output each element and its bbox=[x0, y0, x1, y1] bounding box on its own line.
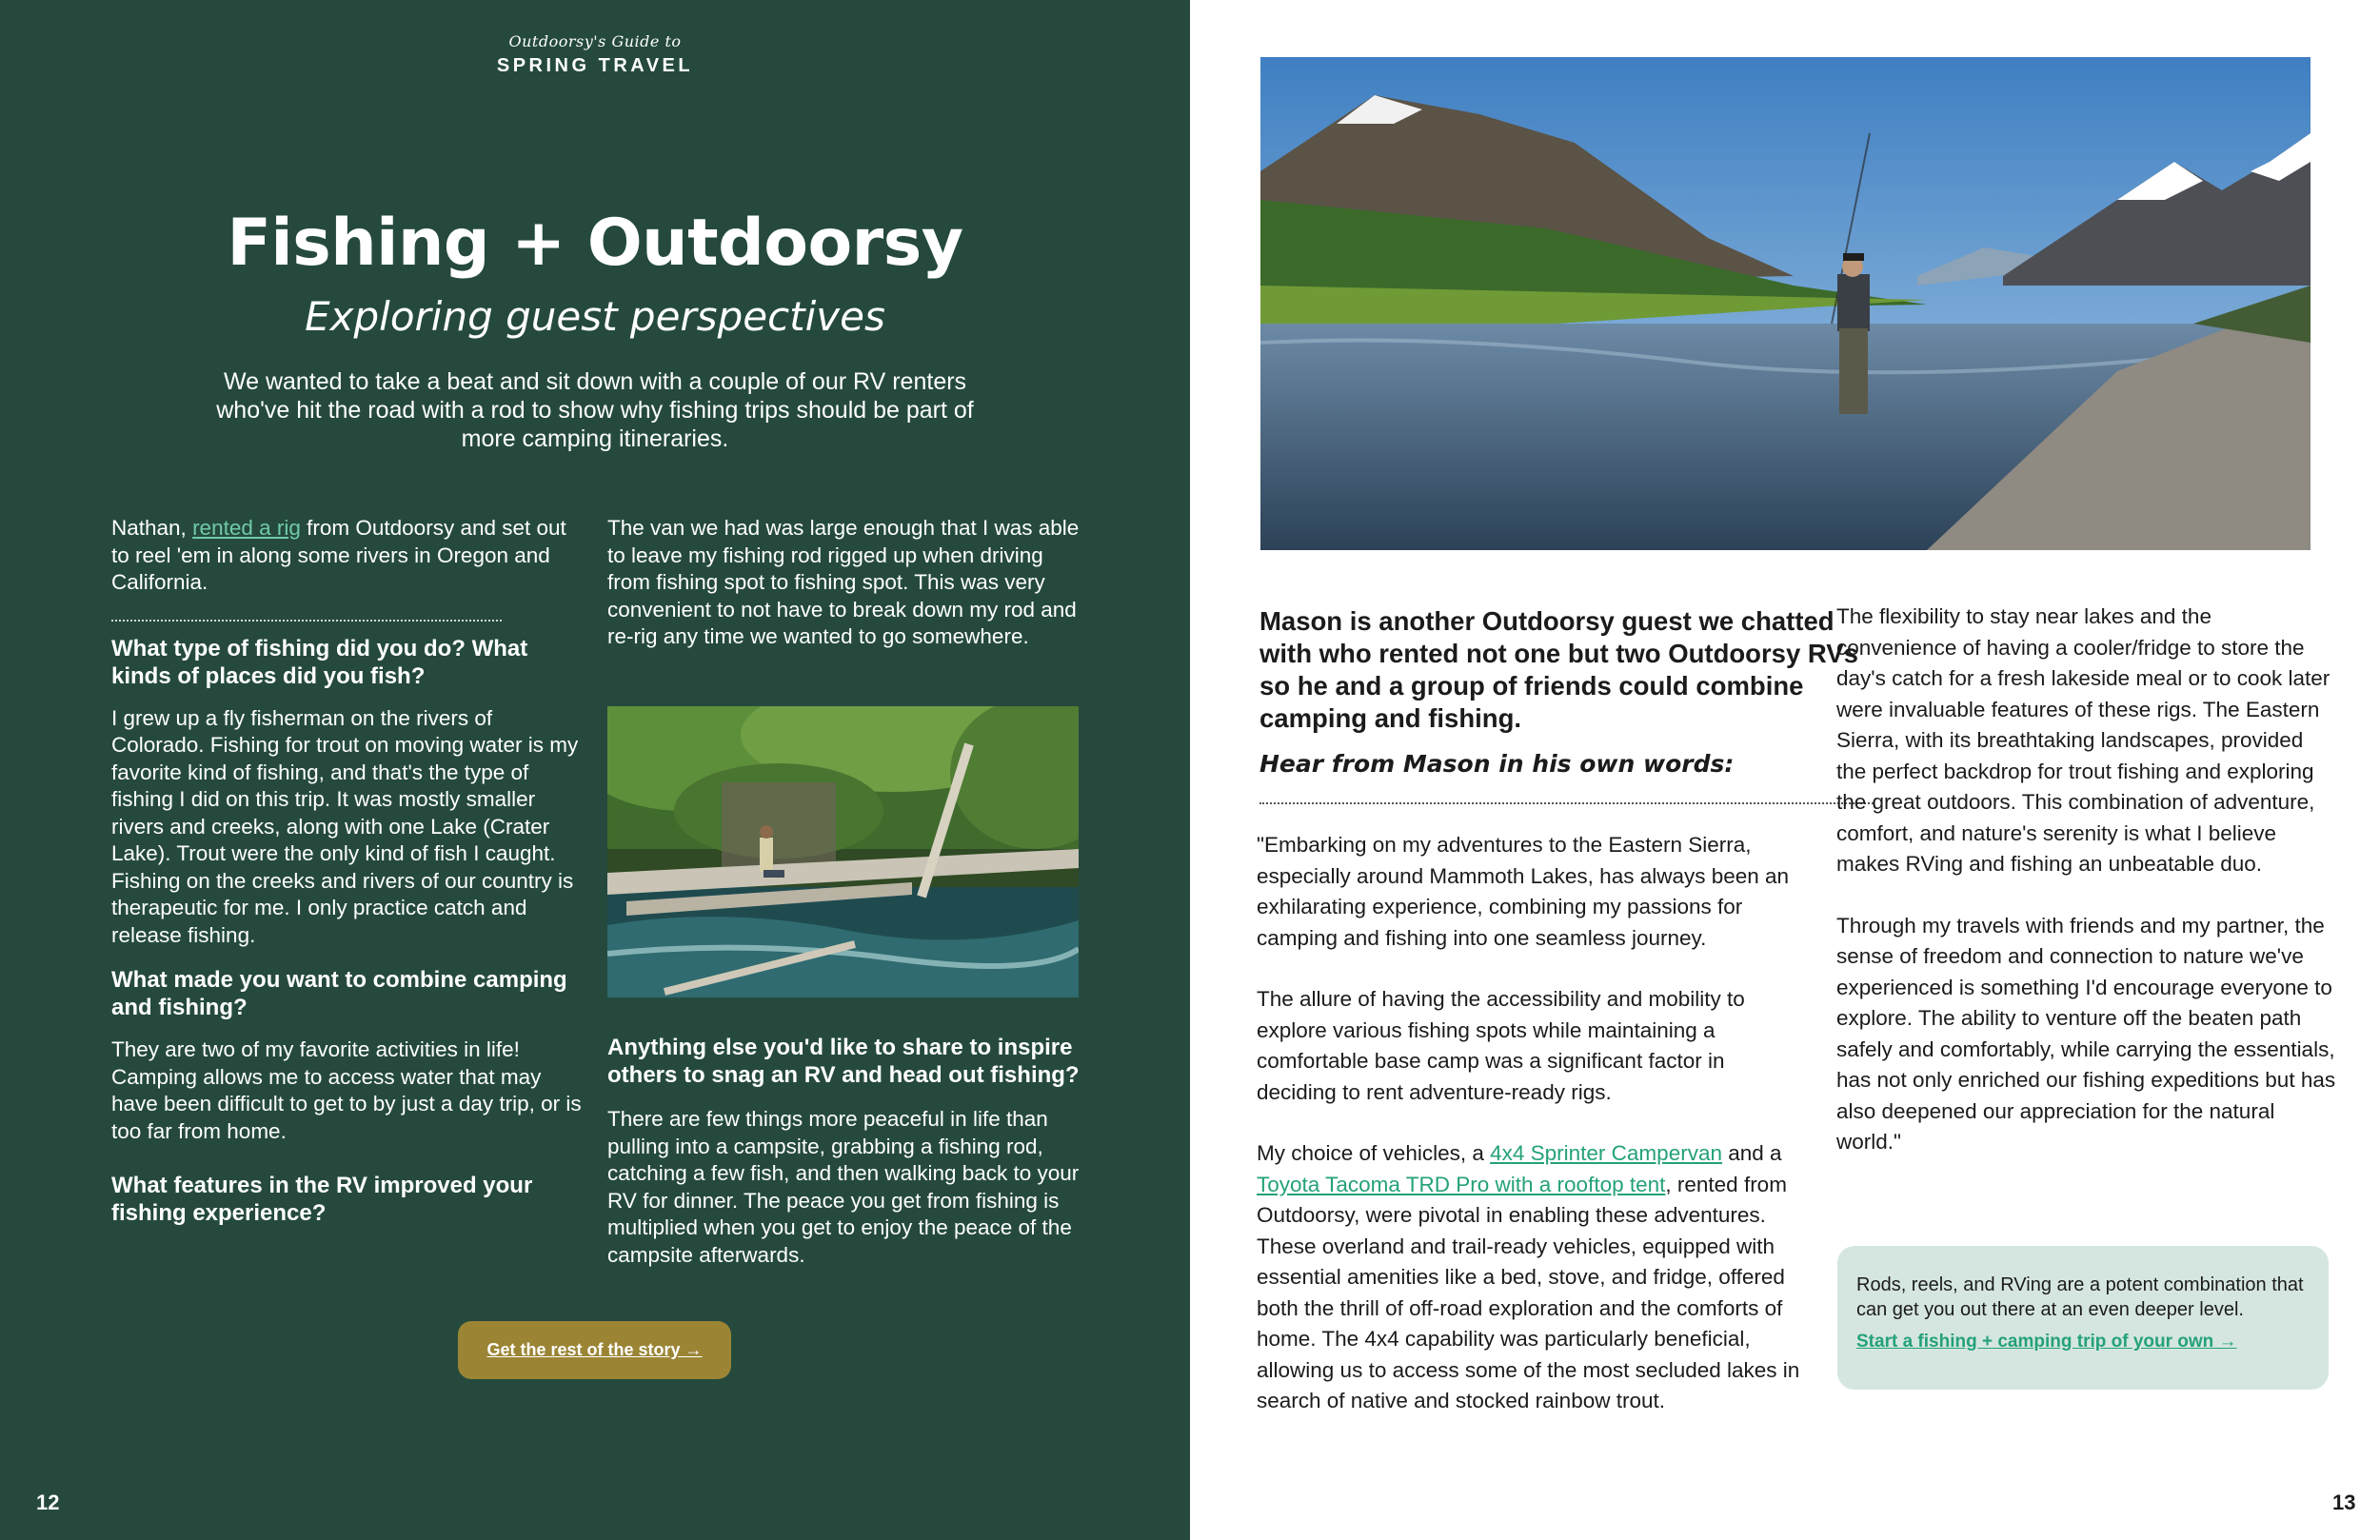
right-page bbox=[1190, 0, 2380, 1540]
forest-stream-illustration bbox=[607, 706, 1079, 997]
mason-paragraph-5: Through my travels with friends and my partner, the sense of freedom and connection to nature we've experienced is something I'd encourage everyone to explore. The ability to venture off the beaten path safely and comfortably, while carrying the essentials, has not only enriched our fishing expeditions but has also deepened our appreciation for the natural world." bbox=[1836, 913, 2336, 1154]
section-label: SPRING TRAVEL bbox=[496, 55, 694, 76]
answer-4: There are few things more peaceful in life than pulling into a campsite, grabbing a fishing rod, catching a few fish, and then walking back to your RV for dinner. The peace you get from fishing is multiplied when you get to enjoy the peace of the campsite afterwards. bbox=[607, 1107, 1080, 1267]
question-2: What made you want to combine camping and fishing? bbox=[111, 967, 567, 1020]
callout-text: Rods, reels, and RVing are a potent combination that can get you out there at an even deeper level. bbox=[1856, 1274, 2304, 1320]
fly-fishing-photo bbox=[1260, 57, 2311, 550]
left-column-1 bbox=[111, 515, 583, 1227]
mason-paragraph-4: The flexibility to stay near lakes and the convenience of having a cooler/fridge to store the day's catch for a fresh lakeside meal or to cook later were invaluable features of these rigs. The Eastern Sierra, with its breathtaking landscapes, provided the perfect backdrop for trout fishing and exploring the great outdoors. This combination of adventure, comfort, and nature's serenity is what I believe makes RVing and fishing an unbeatable duo. bbox=[1836, 604, 2330, 876]
question-4: Anything else you'd like to share to inspire others to snag an RV and head out fishing? bbox=[607, 1035, 1080, 1088]
answer-3: The van we had was large enough that I was able to leave my fishing rod rigged up when driving from fishing spot to fishing spot. This was very convenient to not have to break down my rod and re-rig any time we wanted to go somewhere. bbox=[607, 516, 1080, 648]
page-number-left: 12 bbox=[36, 1491, 60, 1514]
answer-2: They are two of my favorite activities in life! Camping allows me to access water that may have been difficult to get to by just a day trip, or is too far from home. bbox=[111, 1037, 582, 1143]
mason-paragraph-2: The allure of having the accessibility and mobility to explore various fishing spots while maintaining a comfortable base camp was a significant factor in deciding to rent adventure-ready rigs. bbox=[1257, 987, 1745, 1104]
start-trip-link[interactable]: Start a fishing + camping trip of your own → bbox=[1856, 1332, 2237, 1352]
sprinter-campervan-link[interactable]: 4x4 Sprinter Campervan bbox=[1490, 1141, 1722, 1165]
guide-kicker: Outdoorsy's Guide to bbox=[508, 32, 682, 50]
page-number-right: 13 bbox=[2332, 1491, 2356, 1514]
rented-a-rig-link[interactable]: rented a rig bbox=[192, 516, 301, 540]
hear-from-mason: Hear from Mason in his own words: bbox=[1259, 750, 1735, 778]
dotted-divider bbox=[111, 620, 502, 622]
answer-1: I grew up a fly fisherman on the rivers of Colorado. Fishing for trout on moving water is my favorite kind of fishing, and that's the type of fishing I did on this trip. It was mostly smaller rivers and creeks, along with one Lake (Crater Lake). Trout were the only kind of fish I caught. Fishing on the creeks and rivers of our country is therapeutic for me. I only practice catch and release fishing. bbox=[111, 705, 579, 947]
right-column-2 bbox=[1836, 602, 2336, 1158]
nathan-intro: Nathan, rented a rig from Outdoorsy and set out to reel 'em in along some rivers in Oregon and California. bbox=[111, 516, 566, 594]
get-rest-of-story-button[interactable]: Get the rest of the story → bbox=[458, 1321, 731, 1379]
forest-stream-photo bbox=[607, 706, 1079, 997]
fly-fishing-illustration bbox=[1260, 57, 2311, 550]
question-1: What type of fishing did you do? What kinds of places did you fish? bbox=[111, 635, 528, 689]
left-column-2 bbox=[607, 515, 1083, 651]
dotted-divider-right bbox=[1259, 802, 1874, 804]
mason-paragraph-1: "Embarking on my adventures to the Eastern Sierra, especially around Mammoth Lakes, has always been an exhilarating experience, combining my passions for camping and fishing into one seamless journey. bbox=[1257, 833, 1790, 950]
page-subtitle: Exploring guest perspectives bbox=[305, 293, 885, 340]
right-column-1 bbox=[1257, 830, 1809, 1417]
intro-paragraph: We wanted to take a beat and sit down with a couple of our RV renters who've hit the road with a rod to show why fishing trips should be part of more camping itineraries. bbox=[216, 368, 974, 452]
toyota-tacoma-link[interactable]: Toyota Tacoma TRD Pro with a rooftop tent bbox=[1257, 1172, 1666, 1196]
mason-lead: Mason is another Outdoorsy guest we chatted with who rented not one but two Outdoorsy RVs so he and a group of friends could combine camping and fishing. bbox=[1259, 606, 1858, 733]
callout-box bbox=[1837, 1246, 2329, 1390]
left-column-2-lower bbox=[607, 1034, 1083, 1269]
page-title: Fishing + Outdoorsy bbox=[227, 206, 963, 281]
mason-paragraph-3: My choice of vehicles, a 4x4 Sprinter Campervan and a Toyota Tacoma TRD Pro with a rooftop tent, rented from Outdoorsy, were pivotal in enabling these adventures. These overland and trail-ready vehicles, equipped with essential amenities like a bed, stove, and fridge, offered both the thrill of off-road exploration and the comforts of home. The 4x4 capability was particularly beneficial, allowing us to access some of the most secluded lakes in search of native and stocked rainbow trout. bbox=[1257, 1141, 1800, 1412]
question-3: What features in the RV improved your fishing experience? bbox=[111, 1173, 533, 1226]
